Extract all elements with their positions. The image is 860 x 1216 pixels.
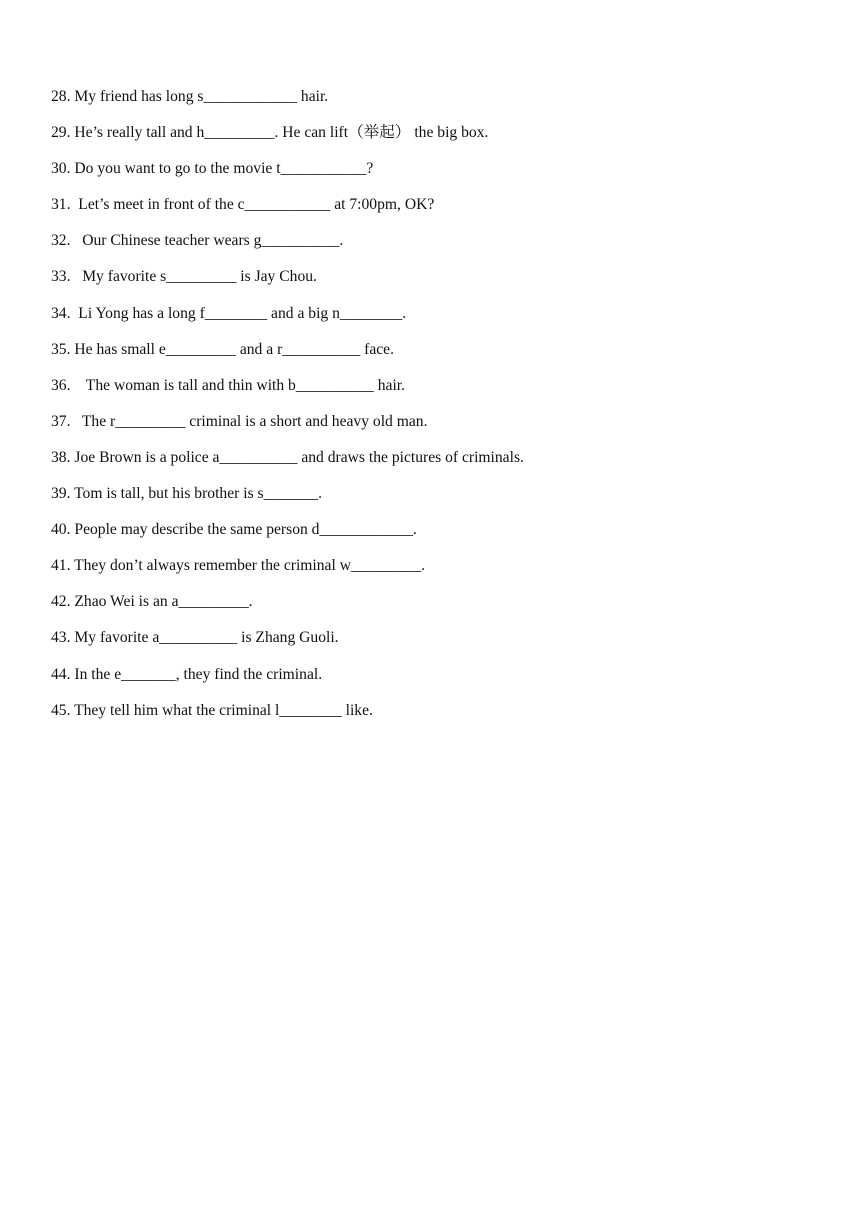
question-45: 45. They tell him what the criminal l________ like.	[51, 701, 373, 719]
question-37: 37. The r_________ criminal is a short and heavy old man.	[51, 412, 428, 430]
question-40: 40. People may describe the same person d____________.	[51, 521, 417, 539]
question-42: 42. Zhao Wei is an a_________.	[51, 593, 253, 611]
question-29: 29. He’s really tall and h_________. He can lift（举起） the big box.	[51, 124, 489, 142]
question-30: 30. Do you want to go to the movie t___________?	[51, 160, 374, 178]
fill-in-the-blank-list	[51, 86, 811, 736]
question-38: 38. Joe Brown is a police a__________ and draws the pictures of criminals.	[51, 448, 524, 466]
question-32: 32. Our Chinese teacher wears g__________.	[51, 232, 344, 250]
question-44: 44. In the e_______, they find the criminal.	[51, 665, 323, 683]
question-35: 35. He has small e_________ and a r__________ face.	[51, 340, 394, 358]
question-31: 31. Let’s meet in front of the c___________ at 7:00pm, OK?	[51, 196, 435, 214]
question-43: 43. My favorite a__________ is Zhang Guoli.	[51, 629, 339, 647]
question-33: 33. My favorite s_________ is Jay Chou.	[51, 268, 317, 286]
question-34: 34. Li Yong has a long f________ and a big n________.	[51, 304, 407, 322]
question-28: 28. My friend has long s____________ hair.	[51, 88, 329, 105]
question-41: 41. They don’t always remember the criminal w_________.	[51, 557, 426, 575]
question-36: 36. The woman is tall and thin with b__________ hair.	[51, 376, 406, 394]
question-39: 39. Tom is tall, but his brother is s_______.	[51, 485, 323, 503]
